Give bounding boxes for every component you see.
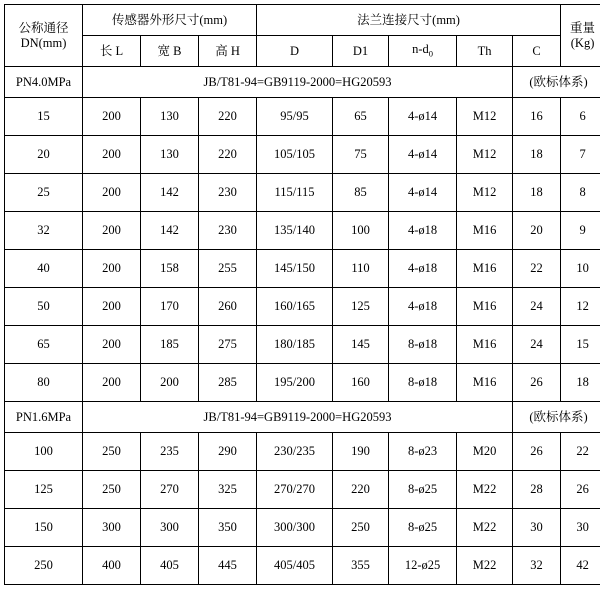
cell-weight: 18 [561, 364, 600, 402]
cell-n-d0: 12-ø25 [389, 547, 457, 585]
cell-c: 16 [513, 98, 561, 136]
cell-weight: 12 [561, 288, 600, 326]
table-header-row-groups [5, 5, 600, 36]
cell-n-d0: 4-ø18 [389, 250, 457, 288]
cell-length: 200 [83, 326, 141, 364]
header-dn-line2: DN(mm) [5, 36, 82, 50]
cell-weight: 26 [561, 471, 600, 509]
cell-d: 195/200 [257, 364, 333, 402]
cell-th: M12 [457, 136, 513, 174]
cell-width: 170 [141, 288, 199, 326]
cell-weight: 8 [561, 174, 600, 212]
cell-weight: 42 [561, 547, 600, 585]
cell-th: M16 [457, 288, 513, 326]
cell-height: 230 [199, 212, 257, 250]
cell-height: 255 [199, 250, 257, 288]
specification-table [4, 4, 600, 585]
cell-height: 220 [199, 136, 257, 174]
cell-length: 400 [83, 547, 141, 585]
pressure-band-row [5, 402, 600, 433]
band-pressure-label: PN1.6MPa [5, 402, 83, 433]
cell-length: 250 [83, 433, 141, 471]
cell-d: 135/140 [257, 212, 333, 250]
cell-dn: 125 [5, 471, 83, 509]
cell-n-d0: 4-ø18 [389, 288, 457, 326]
table-row [5, 250, 600, 288]
header-group-sensor: 传感器外形尺寸(mm) [83, 5, 257, 36]
cell-height: 285 [199, 364, 257, 402]
cell-d1: 145 [333, 326, 389, 364]
cell-c: 20 [513, 212, 561, 250]
cell-d1: 75 [333, 136, 389, 174]
table-row [5, 509, 600, 547]
cell-d: 95/95 [257, 98, 333, 136]
cell-th: M12 [457, 174, 513, 212]
cell-width: 130 [141, 98, 199, 136]
cell-length: 250 [83, 471, 141, 509]
cell-weight: 9 [561, 212, 600, 250]
header-weight-line1: 重量 [561, 21, 600, 35]
table-row [5, 136, 600, 174]
cell-th: M22 [457, 509, 513, 547]
cell-c: 30 [513, 509, 561, 547]
header-height: 高 H [199, 36, 257, 67]
band-note-label: (欧标体系) [513, 67, 600, 98]
table-row [5, 174, 600, 212]
header-d: D [257, 36, 333, 67]
cell-height: 230 [199, 174, 257, 212]
table-row [5, 547, 600, 585]
table-row [5, 471, 600, 509]
cell-width: 142 [141, 212, 199, 250]
header-width: 宽 B [141, 36, 199, 67]
cell-length: 200 [83, 212, 141, 250]
header-th: Th [457, 36, 513, 67]
cell-n-d0: 4-ø14 [389, 136, 457, 174]
cell-weight: 15 [561, 326, 600, 364]
table-row [5, 433, 600, 471]
cell-th: M16 [457, 212, 513, 250]
cell-th: M16 [457, 326, 513, 364]
cell-length: 200 [83, 98, 141, 136]
cell-n-d0: 8-ø25 [389, 509, 457, 547]
cell-th: M12 [457, 98, 513, 136]
cell-d1: 160 [333, 364, 389, 402]
cell-d: 180/185 [257, 326, 333, 364]
cell-height: 445 [199, 547, 257, 585]
cell-c: 28 [513, 471, 561, 509]
cell-width: 200 [141, 364, 199, 402]
cell-dn: 65 [5, 326, 83, 364]
cell-d: 300/300 [257, 509, 333, 547]
cell-length: 200 [83, 288, 141, 326]
cell-height: 275 [199, 326, 257, 364]
cell-th: M22 [457, 547, 513, 585]
cell-weight: 7 [561, 136, 600, 174]
cell-n-d0: 4-ø18 [389, 212, 457, 250]
table-header-row-columns [5, 36, 600, 67]
cell-th: M20 [457, 433, 513, 471]
cell-dn: 32 [5, 212, 83, 250]
cell-n-d0: 8-ø18 [389, 326, 457, 364]
header-d1: D1 [333, 36, 389, 67]
cell-weight: 30 [561, 509, 600, 547]
cell-d1: 355 [333, 547, 389, 585]
cell-d1: 125 [333, 288, 389, 326]
header-dn-line1: 公称通径 [5, 21, 82, 35]
cell-dn: 15 [5, 98, 83, 136]
header-n-d0: $n-d_0$ [389, 36, 457, 67]
cell-th: M16 [457, 364, 513, 402]
cell-d1: 220 [333, 471, 389, 509]
header-dn [5, 5, 83, 67]
cell-d1: 250 [333, 509, 389, 547]
cell-width: 142 [141, 174, 199, 212]
cell-height: 350 [199, 509, 257, 547]
cell-d: 145/150 [257, 250, 333, 288]
cell-d: 270/270 [257, 471, 333, 509]
cell-dn: 50 [5, 288, 83, 326]
cell-d: 105/105 [257, 136, 333, 174]
cell-width: 130 [141, 136, 199, 174]
header-weight-line2: (Kg) [561, 36, 600, 50]
cell-dn: 25 [5, 174, 83, 212]
cell-d: 115/115 [257, 174, 333, 212]
cell-width: 405 [141, 547, 199, 585]
cell-th: M16 [457, 250, 513, 288]
table-row [5, 98, 600, 136]
table-row [5, 288, 600, 326]
cell-d1: 110 [333, 250, 389, 288]
cell-weight: 6 [561, 98, 600, 136]
cell-width: 300 [141, 509, 199, 547]
cell-width: 235 [141, 433, 199, 471]
cell-dn: 100 [5, 433, 83, 471]
cell-d: 405/405 [257, 547, 333, 585]
cell-weight: 10 [561, 250, 600, 288]
cell-height: 290 [199, 433, 257, 471]
cell-c: 22 [513, 250, 561, 288]
cell-height: 220 [199, 98, 257, 136]
cell-th: M22 [457, 471, 513, 509]
band-pressure-label: PN4.0MPa [5, 67, 83, 98]
cell-d1: 65 [333, 98, 389, 136]
cell-weight: 22 [561, 433, 600, 471]
cell-c: 18 [513, 174, 561, 212]
cell-dn: 80 [5, 364, 83, 402]
cell-width: 185 [141, 326, 199, 364]
header-group-flange: 法兰连接尺寸(mm) [257, 5, 561, 36]
cell-n-d0: 8-ø23 [389, 433, 457, 471]
pressure-band-row [5, 67, 600, 98]
cell-n-d0: 8-ø25 [389, 471, 457, 509]
cell-length: 300 [83, 509, 141, 547]
cell-length: 200 [83, 136, 141, 174]
cell-width: 158 [141, 250, 199, 288]
band-standard-label: JB/T81-94=GB9119-2000=HG20593 [83, 402, 513, 433]
cell-length: 200 [83, 174, 141, 212]
table-row [5, 212, 600, 250]
cell-height: 325 [199, 471, 257, 509]
cell-c: 18 [513, 136, 561, 174]
cell-c: 26 [513, 364, 561, 402]
cell-width: 270 [141, 471, 199, 509]
band-note-label: (欧标体系) [513, 402, 600, 433]
cell-d: 160/165 [257, 288, 333, 326]
cell-height: 260 [199, 288, 257, 326]
table-row [5, 364, 600, 402]
table-row [5, 326, 600, 364]
cell-d: 230/235 [257, 433, 333, 471]
cell-dn: 250 [5, 547, 83, 585]
header-c: C [513, 36, 561, 67]
cell-c: 24 [513, 326, 561, 364]
cell-dn: 40 [5, 250, 83, 288]
cell-n-d0: 4-ø14 [389, 174, 457, 212]
cell-d1: 85 [333, 174, 389, 212]
header-weight [561, 5, 600, 67]
cell-length: 200 [83, 364, 141, 402]
cell-d1: 190 [333, 433, 389, 471]
cell-c: 26 [513, 433, 561, 471]
cell-n-d0: 4-ø14 [389, 98, 457, 136]
cell-n-d0: 8-ø18 [389, 364, 457, 402]
band-standard-label: JB/T81-94=GB9119-2000=HG20593 [83, 67, 513, 98]
cell-d1: 100 [333, 212, 389, 250]
cell-c: 32 [513, 547, 561, 585]
cell-c: 24 [513, 288, 561, 326]
cell-dn: 20 [5, 136, 83, 174]
cell-length: 200 [83, 250, 141, 288]
header-length: 长 L [83, 36, 141, 67]
cell-dn: 150 [5, 509, 83, 547]
